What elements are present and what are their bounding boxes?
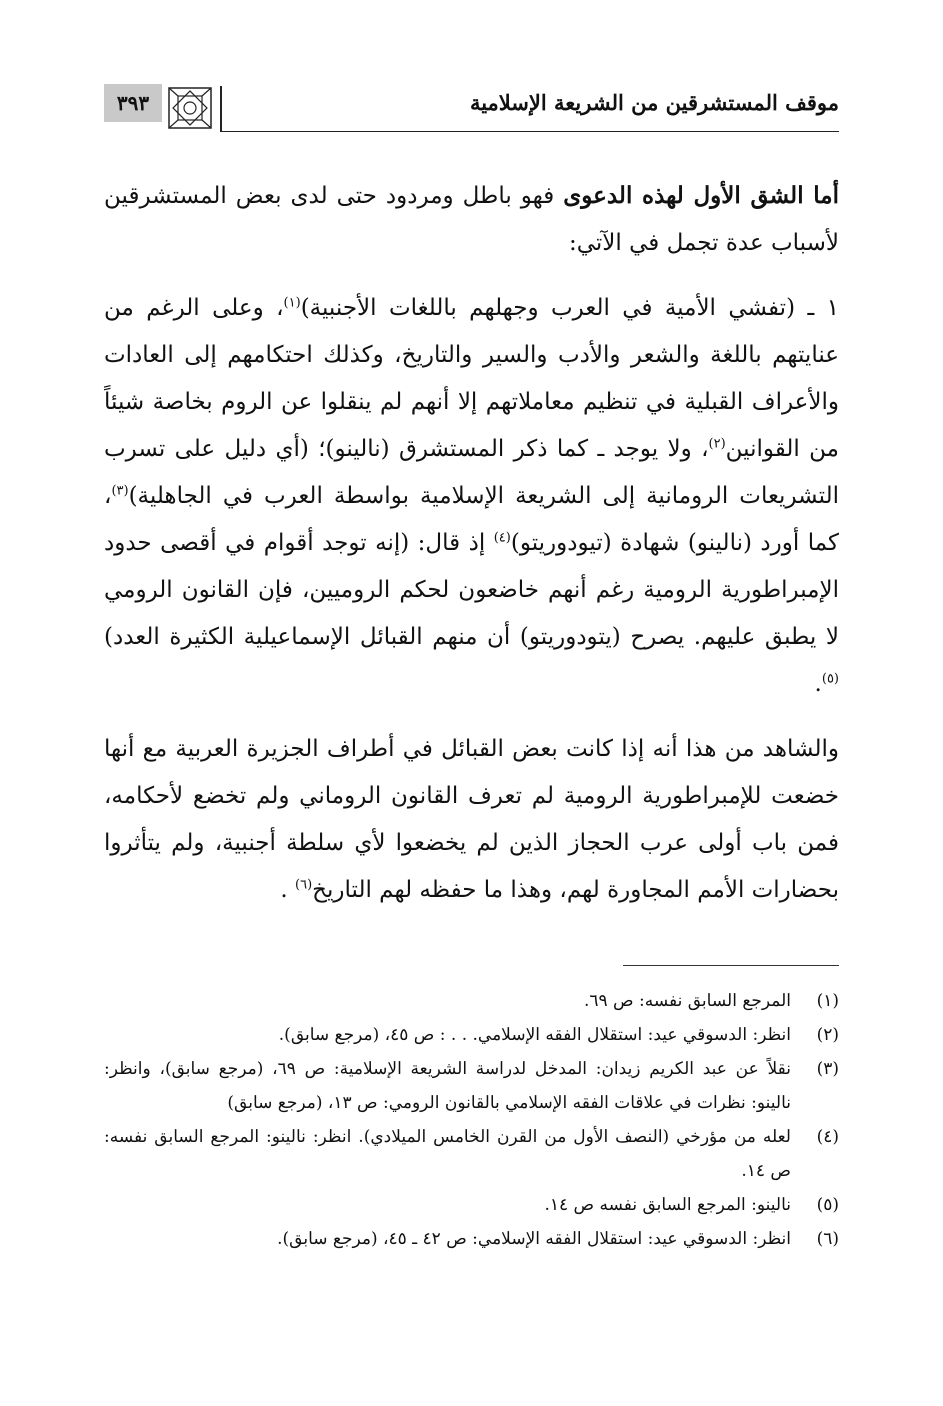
footnote-number: (٦) xyxy=(816,1229,839,1249)
footnote-number: (٢) xyxy=(816,1025,839,1045)
footnote-number: (٥) xyxy=(816,1195,839,1215)
footnote-number: (١) xyxy=(816,991,839,1011)
footnote-ref: (٣) xyxy=(111,483,129,499)
footnote-text: انظر: الدسوقي عيد: استقلال الفقه الإسلامي. . . : ص ٤٥، (مرجع سابق). xyxy=(278,1025,791,1045)
geometric-star-ornament-icon xyxy=(166,86,214,130)
running-title: موقف المستشرقين من الشريعة الإسلامية xyxy=(469,90,839,115)
footnote-text: انظر: الدسوقي عيد: استقلال الفقه الإسلامي: ص ٤٢ ـ ٤٥، (مرجع سابق). xyxy=(277,1229,791,1249)
footnote-item xyxy=(104,1120,839,1188)
footnote-text: المرجع السابق نفسه: ص ٦٩. xyxy=(583,991,791,1011)
footnote-item xyxy=(104,1188,839,1222)
footnote-ref: (٢) xyxy=(708,436,726,452)
footnote-number: (٣) xyxy=(816,1059,839,1079)
paragraph-1-lead: أما الشق الأول لهذه الدعوى xyxy=(563,182,840,209)
main-text xyxy=(104,172,839,914)
footnote-text: لعله من مؤرخي (النصف الأول من القرن الخامس الميلادي). انظر: نالينو: المرجع السابق نفسه: ص ١٤. xyxy=(104,1127,791,1181)
page-number: ٣٩٣ xyxy=(104,84,162,122)
paragraph-3: والشاهد من هذا أنه إذا كانت بعض القبائل في أطراف الجزيرة العربية مع أنها خضعت للإمبراطورية الرومية لم تعرف القانون الروماني ولم تخضع لأحكامه، فمن باب أولى عرب الحجاز الذين لم يخضعوا لأي سلطة أجنبية، ولم يتأثروا بحضارات الأمم المجاورة لهم، وهذا ما حفظه لهم التاريخ$^{(٦)}$ . xyxy=(104,736,839,903)
footnote-text: نقلاً عن عبد الكريم زيدان: المدخل لدراسة الشريعة الإسلامية: ص ٦٩، (مرجع سابق)، وانظر: نالينو: نظرات في علاقات الفقه الإسلامي بالقانون الرومي: ص ١٣، (مرجع سابق) xyxy=(104,1059,791,1113)
header-divider xyxy=(220,86,222,132)
page-header xyxy=(104,84,839,136)
footnote-item xyxy=(104,1222,839,1256)
footnote-ref: (٥) xyxy=(821,671,839,687)
paragraph-1 xyxy=(104,172,839,267)
footnote-text: نالينو: المرجع السابق نفسه ص ١٤. xyxy=(544,1195,791,1215)
footnote-ref: (٦) xyxy=(295,877,313,893)
footnote-ref: (٤) xyxy=(493,530,511,546)
header-rule xyxy=(222,131,839,132)
footnote-separator xyxy=(623,965,839,966)
footnote-item xyxy=(104,1052,839,1120)
footnote-number: (٤) xyxy=(816,1127,839,1147)
paragraph-1-text: فهو باطل ومردود حتى لدى بعض المستشرقين لأسباب عدة تجمل في الآتي: xyxy=(104,183,839,256)
footnote-item xyxy=(104,1018,839,1052)
footnote-ref: (١) xyxy=(283,295,301,311)
footnotes xyxy=(104,984,839,1256)
footnote-item xyxy=(104,984,839,1018)
paragraph-2: ١ ـ (تفشي الأمية في العرب وجهلهم باللغات الأجنبية)$^{(١)}$، وعلى الرغم من عنايتهم باللغة والشعر والأدب والسير والتاريخ، وكذلك احتكامهم إلى العادات والأعراف القبلية في تنظيم معاملاتهم إلا أنهم لم ينقلوا عن الروم بخاصة شيئاً من القوانين$^{(٢)}$، ولا يوجد ـ كما ذكر المستشرق (نالينو)؛ (أي دليل على تسرب التشريعات الرومانية إلى الشريعة الإسلامية بواسطة العرب في الجاهلية)$^{(٣)}$، كما أورد (نالينو) شهادة (تيودوريتو)$^{(٤)}$ إذ قال: (إنه توجد أقوام في أقصى حدود الإمبراطورية الرومية رغم أنهم خاضعون لحكم الروميين، فإن القانون الرومي لا يطبق عليهم. يصرح (يتودوريتو) أن منهم القبائل الإسماعيلية الكثيرة العدد)$^{(٥)}$. xyxy=(104,295,839,697)
